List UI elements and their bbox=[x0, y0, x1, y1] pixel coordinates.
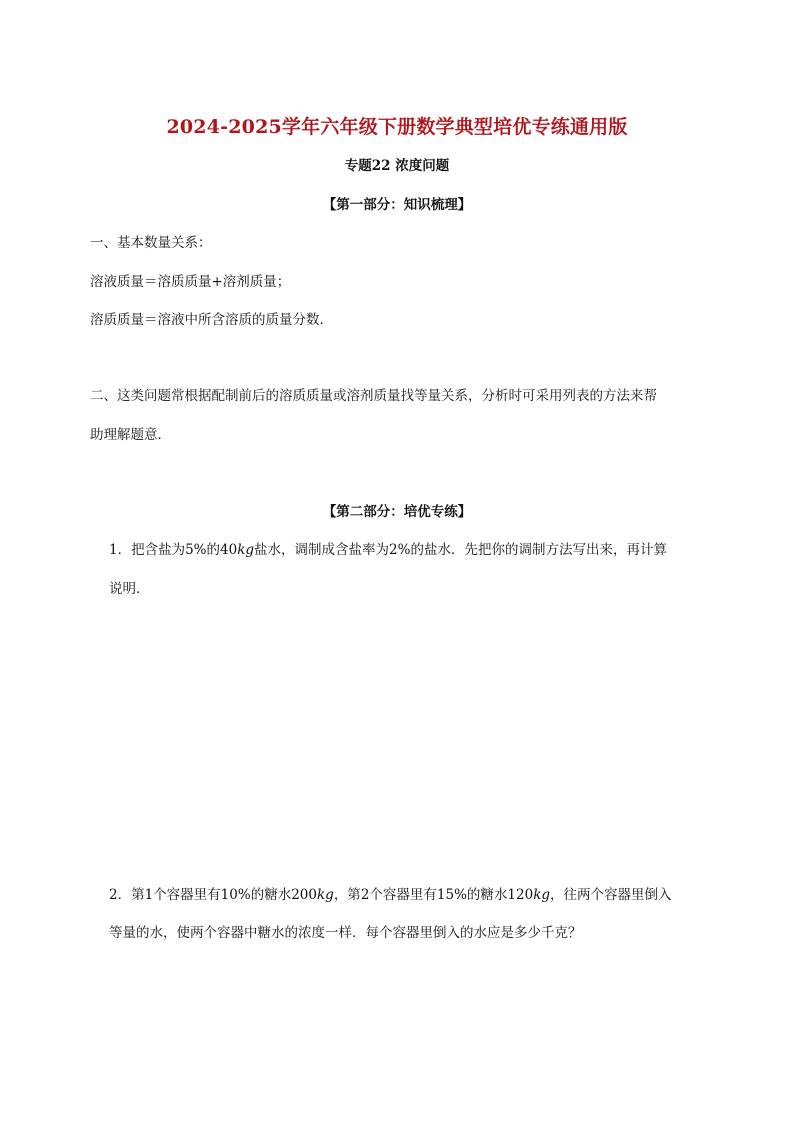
q1-amount: 40 bbox=[220, 542, 238, 558]
q2-container-2-number: 2 bbox=[360, 887, 370, 903]
solution-mass-formula: 溶液质量＝溶质质量+溶剂质量； bbox=[90, 274, 291, 290]
q2-amount-1: 200 bbox=[291, 887, 317, 903]
q2-text-3: ，第 bbox=[333, 887, 361, 903]
q2-text-1: 2．第 bbox=[109, 887, 145, 903]
question-1-line2: 说明． bbox=[109, 581, 150, 597]
document-title: 2024-2025学年六年级下册数学典型培优专练通用版 bbox=[166, 116, 628, 138]
q2-text-5: ，往两个容器里倒入 bbox=[550, 887, 672, 903]
method-paragraph-line2: 助理解题意． bbox=[90, 427, 171, 443]
question-2-line1 bbox=[109, 883, 672, 903]
q2-unit-1: kg bbox=[316, 887, 334, 903]
question-2-line2: 等量的水，使两个容器中糖水的浓度一样．每个容器里倒入的水应是多少千克？ bbox=[109, 925, 582, 941]
method-paragraph-line1: 二、这类问题常根据配制前后的溶质质量或溶剂质量找等量关系，分析时可采用列表的方法来帮 bbox=[90, 388, 657, 404]
topic-subtitle: 专题22 浓度问题 bbox=[344, 158, 450, 174]
basic-relations-heading: 一、基本数量关系： bbox=[90, 235, 212, 251]
q1-unit: kg bbox=[237, 542, 255, 558]
q1-suffix: 盐水，调制成含盐率为2%的盐水．先把你的调制方法写出来，再计算 bbox=[254, 542, 667, 558]
q1-prefix: 1．把含盐为5%的 bbox=[109, 542, 221, 558]
solute-mass-formula: 溶质质量＝溶液中所含溶质的质量分数． bbox=[90, 312, 333, 328]
part1-heading: 【第一部分：知识梳理】 bbox=[322, 197, 472, 213]
q2-container-1-number: 1 bbox=[144, 887, 154, 903]
q2-unit-2: kg bbox=[533, 887, 551, 903]
part2-heading: 【第二部分：培优专练】 bbox=[322, 504, 472, 520]
q2-amount-2: 120 bbox=[507, 887, 534, 903]
question-1-line1 bbox=[109, 538, 667, 558]
q2-text-4: 个容器里有15%的糖水 bbox=[369, 887, 508, 903]
q2-text-2: 个容器里有10%的糖水 bbox=[153, 887, 292, 903]
